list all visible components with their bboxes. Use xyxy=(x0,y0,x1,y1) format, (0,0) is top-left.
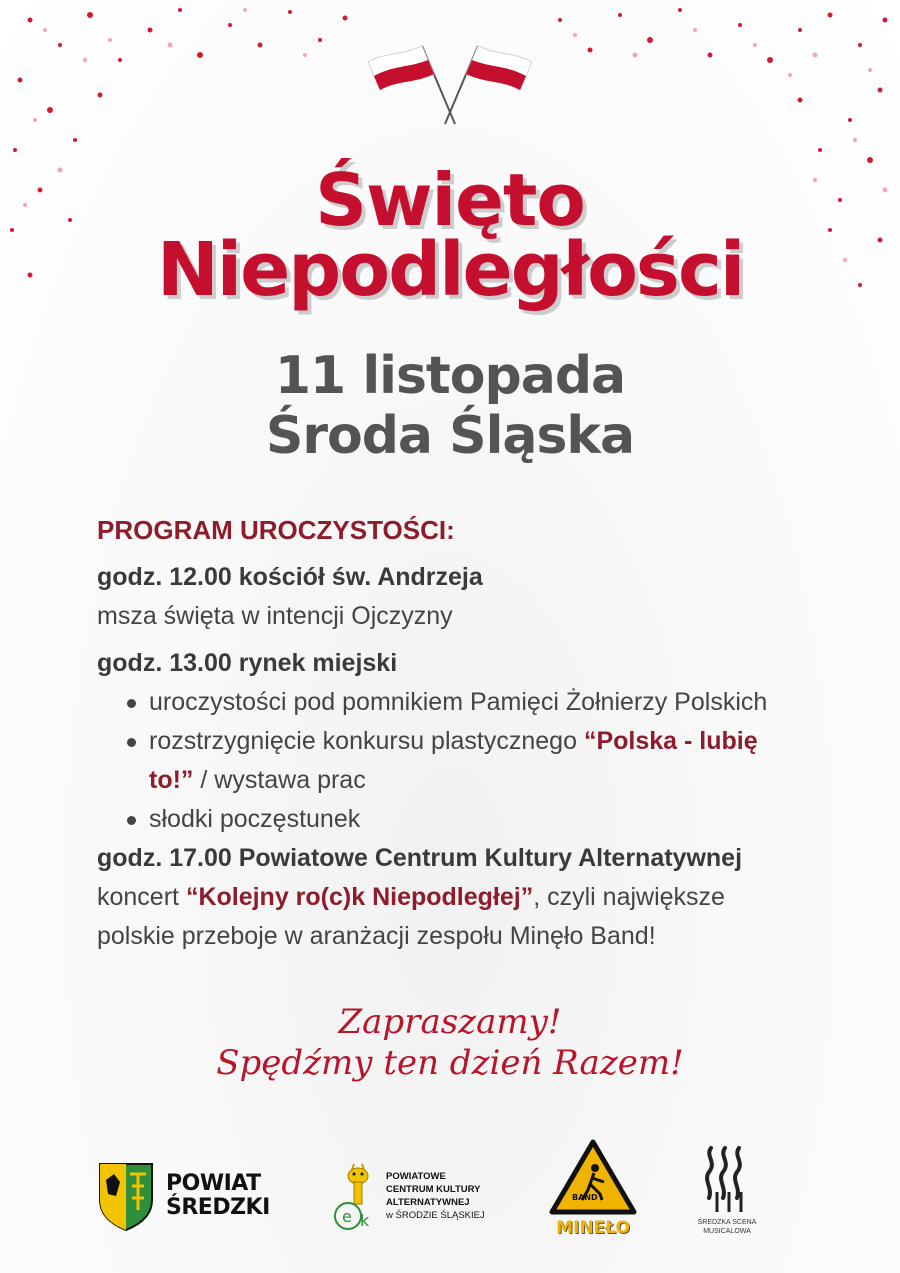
event-place: Środa Śląska xyxy=(265,406,635,466)
band-sign: BAND xyxy=(572,1193,598,1202)
sredzka-scena-logo xyxy=(695,1142,759,1242)
sponsor-logos xyxy=(0,1130,900,1250)
title-line-1: Święto xyxy=(315,158,585,242)
powiat-line-2: ŚREDZKI xyxy=(166,1195,270,1220)
concert-title: “Kolejny ro(c)k Niepodległej” xyxy=(185,883,534,911)
powiat-text xyxy=(166,1172,270,1220)
polish-flags-icon xyxy=(360,38,540,128)
pcka-line-3: ALTERNATYWNEJ xyxy=(386,1197,470,1208)
program-heading: PROGRAM UROCZYSTOŚCI: xyxy=(97,515,455,545)
list-item-text: uroczystości pod pomnikiem Pamięci Żołnierzy Polskich xyxy=(149,688,768,716)
scena-line-1: ŚREDZKA SCENA xyxy=(697,1219,757,1226)
closing-line-2: Spędźmy ten dzień Razem! xyxy=(216,1043,684,1083)
scena-line-2: MUSICALOWA xyxy=(703,1228,751,1235)
svg-text:e: e xyxy=(342,1207,352,1226)
event-2-list xyxy=(97,683,837,839)
event-1-description: msza święta w intencji Ojczyzny xyxy=(97,602,453,630)
list-item xyxy=(125,800,837,839)
list-item-text: rozstrzygnięcie konkursu plastycznego xyxy=(149,727,584,755)
pcka-line-2: CENTRUM KULTURY xyxy=(386,1184,481,1195)
event-date: 11 listopada xyxy=(274,346,626,406)
program-section xyxy=(97,510,837,956)
event-3-description xyxy=(97,878,837,917)
list-item xyxy=(125,683,837,722)
event-3-description-line-2: polskie przeboje w aranżacji zespołu Minęło Band! xyxy=(97,922,656,950)
minelo-band-logo xyxy=(548,1138,638,1246)
list-item-text: słodki poczęstunek xyxy=(149,805,361,833)
scena-text xyxy=(687,1218,767,1236)
coat-of-arms-icon xyxy=(96,1160,156,1232)
event-3-time-place: godz. 17.00 Powiatowe Centrum Kultury Alternatywnej xyxy=(97,844,743,872)
pcka-logo xyxy=(332,1160,522,1240)
svg-text:k: k xyxy=(360,1211,370,1230)
event-3-post: , czyli największe xyxy=(533,883,725,911)
minelo-name: MINEŁO xyxy=(556,1218,630,1238)
giraffe-icon xyxy=(332,1160,382,1236)
pcka-text xyxy=(386,1170,485,1222)
contest-title-end: to!” xyxy=(149,766,194,794)
pcka-line-1: POWIATOWE xyxy=(386,1171,446,1182)
list-item xyxy=(125,722,837,800)
warning-sign-icon xyxy=(548,1138,638,1218)
event-3-pre: koncert xyxy=(97,883,186,911)
title-line-2: Niepodległości xyxy=(156,227,744,313)
powiat-line-1: POWIAT xyxy=(166,1171,261,1196)
event-1-time-place: godz. 12.00 kościół św. Andrzeja xyxy=(97,563,483,591)
closing-line-1: Zapraszamy! xyxy=(338,1002,562,1042)
list-item-text: / wystawa prac xyxy=(193,766,366,794)
pcka-line-4: w ŚRODZIE ŚLĄSKIEJ xyxy=(386,1210,485,1221)
event-2-time-place: godz. 13.00 rynek miejski xyxy=(97,649,398,677)
powiat-sredzki-logo xyxy=(96,1160,286,1232)
musical-stage-icon xyxy=(695,1142,759,1216)
contest-title: “Polska - lubię xyxy=(583,727,758,755)
